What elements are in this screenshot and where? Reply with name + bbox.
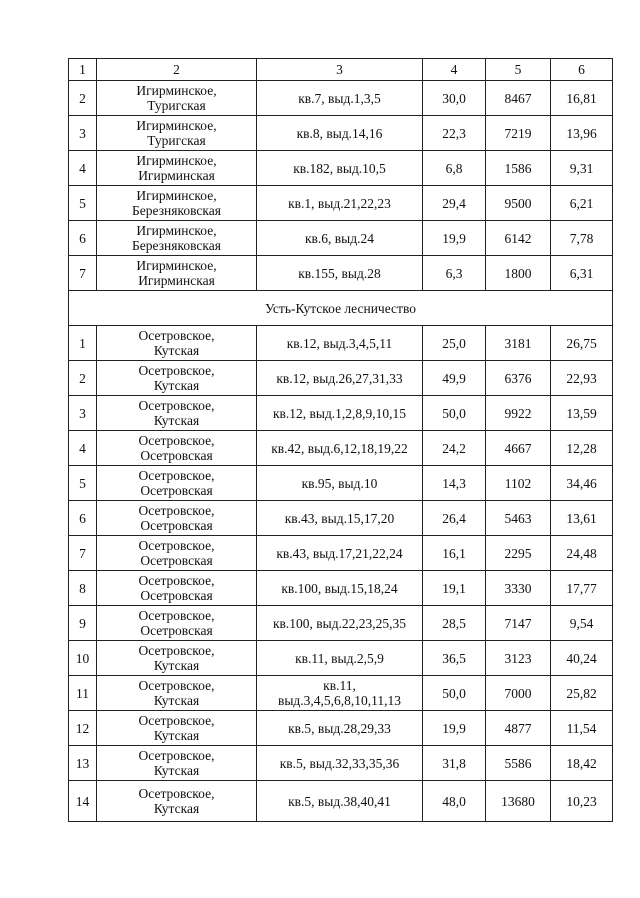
plot-line: кв.11, выд.2,5,9 [295, 650, 384, 666]
row-number-cell: 5 [69, 186, 97, 221]
location-line: Игирминское, [136, 83, 217, 98]
volume-cell: 6376 [486, 361, 551, 396]
percent-cell: 13,61 [551, 501, 613, 536]
location-line: Игирминское, [136, 118, 217, 133]
location-cell [97, 781, 257, 822]
area-cell: 50,0 [423, 396, 486, 431]
area-cell: 19,1 [423, 571, 486, 606]
plot-line: кв.12, выд.3,4,5,11 [286, 335, 393, 351]
header-cell: 6 [551, 59, 613, 81]
location-cell [97, 606, 257, 641]
plot-cell [257, 256, 423, 291]
location-cell [97, 711, 257, 746]
location-line: Туригская [147, 98, 206, 113]
area-cell: 31,8 [423, 746, 486, 781]
percent-cell: 18,42 [551, 746, 613, 781]
percent-cell: 26,75 [551, 326, 613, 361]
percent-cell: 24,48 [551, 536, 613, 571]
plot-line: кв.12, выд.26,27,31,33 [276, 370, 403, 386]
location-line: Осетровская [140, 483, 213, 498]
plot-line: кв.5, выд.32,33,35,36 [279, 755, 400, 771]
row-number-cell: 11 [69, 676, 97, 711]
plot-cell [257, 221, 423, 256]
plot-line: кв.182, выд.10,5 [293, 160, 386, 176]
area-cell: 30,0 [423, 81, 486, 116]
plot-cell [257, 781, 423, 822]
location-cell [97, 256, 257, 291]
percent-cell: 13,59 [551, 396, 613, 431]
location-cell [97, 746, 257, 781]
row-number-cell: 5 [69, 466, 97, 501]
table-row [69, 326, 613, 361]
location-line: Осетровское, [138, 678, 215, 693]
location-line: Кутская [153, 728, 200, 743]
volume-cell: 9922 [486, 396, 551, 431]
volume-cell: 3181 [486, 326, 551, 361]
location-line: Осетровское, [138, 713, 215, 728]
row-number-cell: 6 [69, 501, 97, 536]
location-line: Осетровская [140, 623, 213, 638]
table-row [69, 711, 613, 746]
row-number-cell: 6 [69, 221, 97, 256]
header-cell: 1 [69, 59, 97, 81]
plot-cell [257, 81, 423, 116]
percent-cell: 6,21 [551, 186, 613, 221]
row-number-cell: 7 [69, 536, 97, 571]
section-row [69, 291, 613, 326]
percent-cell: 16,81 [551, 81, 613, 116]
plot-line: кв.5, выд.38,40,41 [288, 793, 391, 809]
location-line: Кутская [153, 343, 200, 358]
area-cell: 22,3 [423, 116, 486, 151]
volume-cell: 4667 [486, 431, 551, 466]
percent-cell: 12,28 [551, 431, 613, 466]
plot-cell [257, 501, 423, 536]
table-row [69, 186, 613, 221]
area-cell: 36,5 [423, 641, 486, 676]
percent-cell: 9,31 [551, 151, 613, 186]
location-cell [97, 431, 257, 466]
plot-cell [257, 116, 423, 151]
location-line: Кутская [153, 658, 200, 673]
location-line: Осетровское, [138, 468, 215, 483]
location-cell [97, 536, 257, 571]
location-cell [97, 151, 257, 186]
table-header-row [69, 59, 613, 81]
table-row [69, 431, 613, 466]
location-line: Осетровское, [138, 503, 215, 518]
section-title: Усть-Кутское лесничество [69, 291, 613, 326]
plot-line: выд.3,4,5,6,8,10,11,13 [277, 693, 402, 708]
area-cell: 29,4 [423, 186, 486, 221]
location-line: Осетровское, [138, 608, 215, 623]
location-line: Осетровское, [138, 538, 215, 553]
area-cell: 16,1 [423, 536, 486, 571]
table-row [69, 116, 613, 151]
volume-cell: 13680 [486, 781, 551, 822]
location-line: Игирминское, [136, 258, 217, 273]
location-cell [97, 116, 257, 151]
percent-cell: 10,23 [551, 781, 613, 822]
volume-cell: 7219 [486, 116, 551, 151]
plot-line: кв.1, выд.21,22,23 [288, 195, 391, 211]
location-line: Осетровское, [138, 433, 215, 448]
percent-cell: 25,82 [551, 676, 613, 711]
location-line: Осетровское, [138, 643, 215, 658]
row-number-cell: 14 [69, 781, 97, 822]
plot-line: кв.6, выд.24 [305, 230, 374, 246]
volume-cell: 7147 [486, 606, 551, 641]
table-row [69, 606, 613, 641]
plot-line: кв.8, выд.14,16 [296, 125, 383, 141]
location-line: Кутская [153, 763, 200, 778]
plot-cell [257, 361, 423, 396]
plot-cell [257, 711, 423, 746]
location-cell [97, 501, 257, 536]
percent-cell: 34,46 [551, 466, 613, 501]
percent-cell: 11,54 [551, 711, 613, 746]
table-row [69, 466, 613, 501]
row-number-cell: 9 [69, 606, 97, 641]
area-cell: 24,2 [423, 431, 486, 466]
location-line: Осетровское, [138, 748, 215, 763]
location-cell [97, 676, 257, 711]
area-cell: 26,4 [423, 501, 486, 536]
volume-cell: 1586 [486, 151, 551, 186]
table-row [69, 151, 613, 186]
plot-cell [257, 536, 423, 571]
location-line: Кутская [153, 378, 200, 393]
area-cell: 6,8 [423, 151, 486, 186]
plot-line: кв.5, выд.28,29,33 [288, 720, 391, 736]
location-line: Игирминское, [136, 223, 217, 238]
location-cell [97, 361, 257, 396]
percent-cell: 7,78 [551, 221, 613, 256]
header-cell: 5 [486, 59, 551, 81]
row-number-cell: 2 [69, 361, 97, 396]
plot-cell [257, 396, 423, 431]
plot-cell [257, 466, 423, 501]
plot-line: кв.11, [323, 678, 356, 693]
plot-cell [257, 641, 423, 676]
plot-cell [257, 606, 423, 641]
location-line: Игирминское, [136, 153, 217, 168]
row-number-cell: 3 [69, 116, 97, 151]
plot-line: кв.155, выд.28 [298, 265, 381, 281]
location-cell [97, 641, 257, 676]
table-row [69, 781, 613, 822]
location-cell [97, 466, 257, 501]
plot-cell [257, 571, 423, 606]
row-number-cell: 10 [69, 641, 97, 676]
plot-line: кв.43, выд.17,21,22,24 [276, 545, 403, 561]
row-number-cell: 13 [69, 746, 97, 781]
percent-cell: 6,31 [551, 256, 613, 291]
row-number-cell: 8 [69, 571, 97, 606]
row-number-cell: 4 [69, 431, 97, 466]
location-line: Березняковская [132, 238, 221, 253]
header-cell: 4 [423, 59, 486, 81]
percent-cell: 22,93 [551, 361, 613, 396]
location-cell [97, 571, 257, 606]
plot-line: кв.95, выд.10 [301, 475, 378, 491]
area-cell: 19,9 [423, 711, 486, 746]
location-cell [97, 221, 257, 256]
volume-cell: 6142 [486, 221, 551, 256]
volume-cell: 2295 [486, 536, 551, 571]
plot-line: кв.42, выд.6,12,18,19,22 [271, 440, 408, 456]
area-cell: 19,9 [423, 221, 486, 256]
location-line: Осетровское, [138, 573, 215, 588]
table-row [69, 536, 613, 571]
row-number-cell: 2 [69, 81, 97, 116]
location-line: Осетровская [140, 553, 213, 568]
row-number-cell: 12 [69, 711, 97, 746]
volume-cell: 1102 [486, 466, 551, 501]
location-line: Осетровское, [138, 398, 215, 413]
table-row [69, 746, 613, 781]
table-row [69, 361, 613, 396]
row-number-cell: 3 [69, 396, 97, 431]
table-row [69, 571, 613, 606]
row-number-cell: 7 [69, 256, 97, 291]
forest-plots-table [68, 58, 613, 822]
location-line: Игирминская [138, 168, 215, 183]
volume-cell: 5463 [486, 501, 551, 536]
table-row [69, 81, 613, 116]
location-line: Осетровская [140, 588, 213, 603]
table-row [69, 676, 613, 711]
location-line: Осетровское, [138, 328, 215, 343]
location-line: Игирминское, [136, 188, 217, 203]
row-number-cell: 1 [69, 326, 97, 361]
percent-cell: 9,54 [551, 606, 613, 641]
location-cell [97, 81, 257, 116]
location-line: Игирминская [138, 273, 215, 288]
location-cell [97, 186, 257, 221]
plot-cell [257, 746, 423, 781]
percent-cell: 40,24 [551, 641, 613, 676]
row-number-cell: 4 [69, 151, 97, 186]
plot-line: кв.100, выд.15,18,24 [281, 580, 398, 596]
location-line: Туригская [147, 133, 206, 148]
area-cell: 14,3 [423, 466, 486, 501]
plot-line: кв.12, выд.1,2,8,9,10,15 [272, 405, 407, 421]
volume-cell: 1800 [486, 256, 551, 291]
area-cell: 50,0 [423, 676, 486, 711]
location-line: Осетровская [140, 518, 213, 533]
header-cell: 3 [257, 59, 423, 81]
location-line: Осетровское, [138, 363, 215, 378]
table-row [69, 396, 613, 431]
location-line: Кутская [153, 413, 200, 428]
table-row [69, 256, 613, 291]
header-cell: 2 [97, 59, 257, 81]
volume-cell: 3123 [486, 641, 551, 676]
area-cell: 28,5 [423, 606, 486, 641]
plot-cell [257, 326, 423, 361]
location-line: Осетровское, [138, 786, 215, 801]
area-cell: 49,9 [423, 361, 486, 396]
plot-line: кв.43, выд.15,17,20 [284, 510, 395, 526]
area-cell: 6,3 [423, 256, 486, 291]
plot-cell [257, 151, 423, 186]
area-cell: 25,0 [423, 326, 486, 361]
location-line: Березняковская [132, 203, 221, 218]
volume-cell: 9500 [486, 186, 551, 221]
location-line: Осетровская [140, 448, 213, 463]
plot-cell [257, 186, 423, 221]
location-cell [97, 396, 257, 431]
percent-cell: 17,77 [551, 571, 613, 606]
table-row [69, 641, 613, 676]
volume-cell: 8467 [486, 81, 551, 116]
location-line: Кутская [153, 693, 200, 708]
table-row [69, 501, 613, 536]
percent-cell: 13,96 [551, 116, 613, 151]
location-line: Кутская [153, 801, 200, 816]
plot-cell [257, 676, 423, 711]
volume-cell: 4877 [486, 711, 551, 746]
volume-cell: 7000 [486, 676, 551, 711]
area-cell: 48,0 [423, 781, 486, 822]
volume-cell: 3330 [486, 571, 551, 606]
plot-line: кв.7, выд.1,3,5 [298, 90, 381, 106]
table-row [69, 221, 613, 256]
plot-line: кв.100, выд.22,23,25,35 [272, 615, 407, 631]
location-cell [97, 326, 257, 361]
plot-cell [257, 431, 423, 466]
volume-cell: 5586 [486, 746, 551, 781]
